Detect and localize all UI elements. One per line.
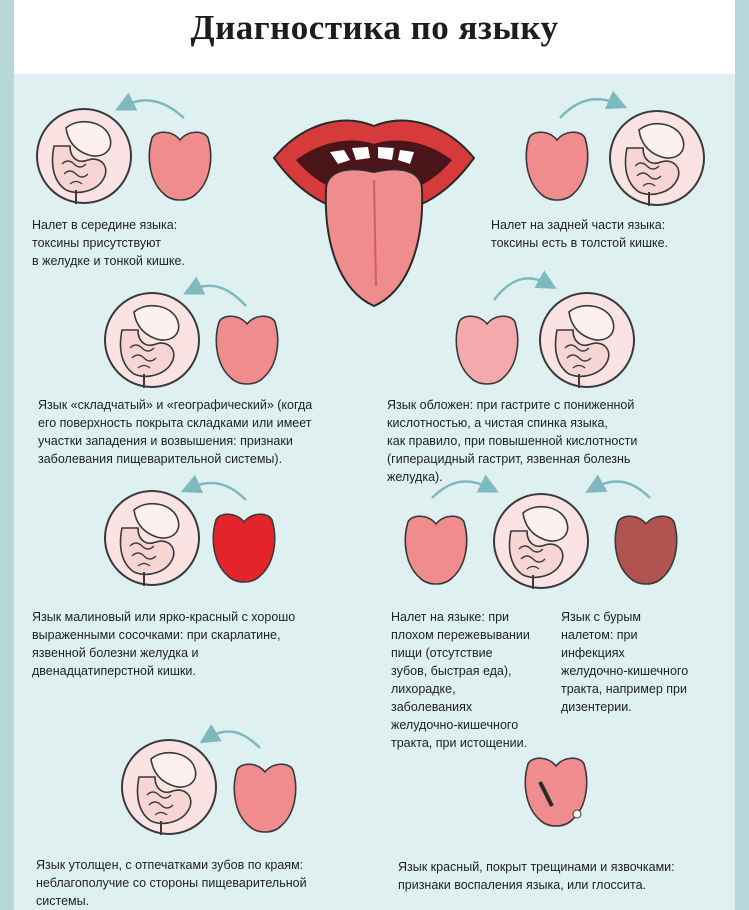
text-thickened-teeth: Язык утолщен, с отпечатками зубов по краям: неблагополучие со стороны пищеварительной системы. — [36, 858, 307, 908]
text-center-coating: Налет в середине языка: токсины присутствуют в желудке и тонкой кишке. — [32, 218, 185, 268]
text-back-coating: Налет на задней части языка: токсины есть в толстой кишке. — [491, 218, 669, 250]
text-folded-geographic: Язык «складчатый» и «географический» (когда его поверхность покрыта складками или имеет участки западения и возвышения: признаки заболевания пищеварительной системы). — [38, 398, 313, 466]
mouth-illustration — [274, 121, 474, 306]
page-title: Диагностика по языку — [190, 8, 559, 47]
text-cracked-glossitis: Язык красный, покрыт трещинами и язвочками: признаки воспаления языка, или глоссита. — [398, 860, 675, 892]
text-brown-coating: Язык с бурым налетом: при инфекциях желудочно-кишечного тракта, например при дизентерии. — [561, 610, 689, 714]
text-poor-chewing: Налет на языке: при плохом пережевывании пищи (отсутствие зубов, быстрая еда), лихорадке, заболеваниях желудочно-кишечного тракта, при истощении. — [391, 610, 530, 750]
text-coated-gastritis: Язык обложен: при гастрите с пониженной кислотностью, а чистая спинка языка, как правило, при повышенной кислотности (гиперацидный гастрит, язвенная болезнь желудка). — [387, 398, 638, 484]
text-raspberry: Язык малиновый или ярко-красный с хорошо выраженными сосочками: при скарлатине, язвенной болезни желудка и двенадцатиперстной кишки. — [32, 610, 296, 678]
